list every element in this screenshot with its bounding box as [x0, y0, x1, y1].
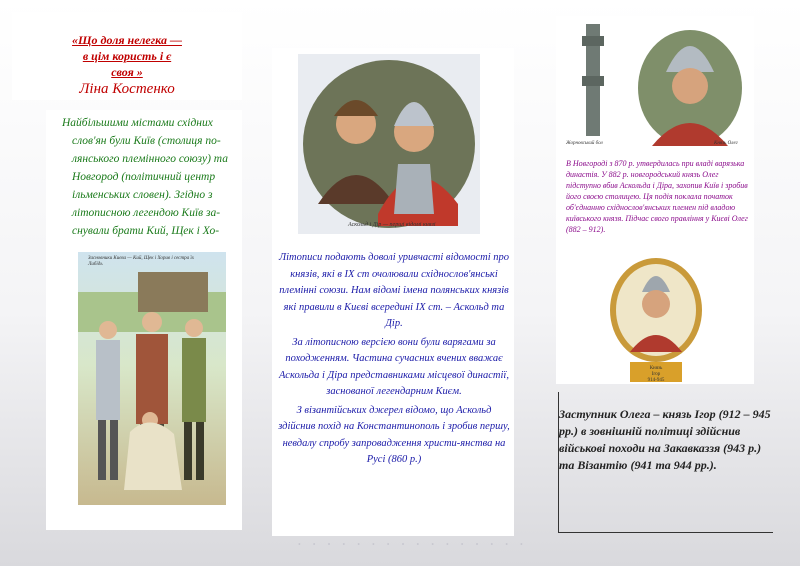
- middle-paragraph-2: За літописною версією вони були варягами за походженням. Частина сучасних вчених вважає Аскольда і Діра представниками місцевої династії, заснованої легендарним Києм.: [279, 336, 509, 397]
- oleg-caption: Князь Олег: [714, 141, 738, 146]
- igor-plaque-name: Ігор: [651, 372, 661, 377]
- oleg-text-panel: [556, 152, 754, 384]
- left-text: [62, 114, 240, 240]
- middle-text: [278, 250, 510, 471]
- oleg-image: [556, 16, 754, 154]
- quote-line-2: в цім користь і є: [82, 49, 172, 63]
- founders-illustration: [78, 252, 226, 505]
- quote-line-1: «Що доля нелегка —: [72, 33, 182, 47]
- founders-figures-image: [78, 252, 226, 505]
- igor-plaque-years: 914-945: [647, 378, 665, 382]
- founders-caption: Засновники Києва — Кий, Щек і Хорив і сестра їх Либідь: [88, 256, 194, 267]
- oleg-text: В Новгороді з 870 р. утвердилась при владі варязька династія. У 882 р. новгородський князь Олег підступно вбив Аскольда і Діра, захопив Київ і зробив його своєю столицею. Ця подія поклала початок об'єднанню східнослов'янських племен під владою київського князя. Підчас свого правління у Києві Олег (882 – 912).: [566, 159, 748, 234]
- middle-paragraph-3: З візантійських джерел відомо, що Аскольд здійснив похід на Константинополь і зробив першу, невдалу спробу запровадження христи-янства на Русі (860 р.): [278, 404, 510, 465]
- quote-box: [12, 12, 242, 100]
- igor-portrait: [556, 252, 754, 382]
- left-text-body: слов'ян були Київ (столиця по-лянського племінного союзу) та Новгород (політичний центр ільменських словен). Згідно з літописною легендою Київ за-снували брати Кий, Щек і Хо-: [72, 135, 228, 237]
- column-caption: Жорновський бол: [566, 141, 603, 146]
- quote-author: Ліна Костенко: [79, 81, 175, 97]
- igor-text-box: [558, 392, 773, 533]
- middle-paragraph-1: Літописи подають доволі уривчасті відомості про князів, які в IX ст очолювали східнослов'янські племінні союзи. Нам відомі імена полянських князів які правили в Києві всередині IX ст. – Аскольд та Дір.: [278, 252, 510, 329]
- igor-text: Заступник Олега – князь Ігор (912 – 945 рр.) в зовнішній політиці здійснив військові походи на Закавказзя (943 р.) та Візантію (941 та 944 рр.).: [559, 407, 771, 472]
- askold-dir-caption: Аскольд і Дір — перші відомі князі: [348, 222, 436, 228]
- igor-plaque-title: Князь: [649, 366, 663, 371]
- left-panel: [46, 110, 242, 530]
- decorative-dots: • • • • • • • • • • • • • • • •: [298, 540, 528, 549]
- middle-panel: [272, 48, 514, 536]
- askold-dir-illustration: [298, 54, 480, 234]
- askold-dir-image: [298, 54, 480, 234]
- quote-line-3: своя »: [111, 65, 143, 79]
- left-text-lead: Найбільшими містами східних: [62, 117, 213, 129]
- oleg-image-panel: [556, 16, 754, 154]
